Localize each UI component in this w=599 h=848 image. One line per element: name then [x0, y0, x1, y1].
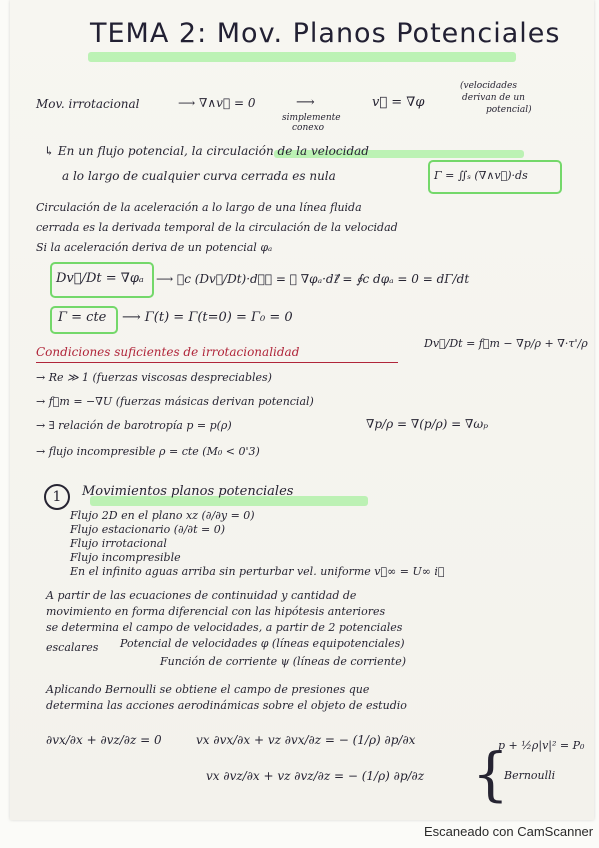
irrot-simply-1: simplemente	[282, 113, 341, 123]
hypothesis-1: Flujo 2D en el plano xz (∂/∂y = 0)	[70, 509, 255, 522]
momentum-x-eq: vx ∂vx/∂x + vz ∂vx/∂z = − (1/ρ) ∂p/∂x	[196, 733, 416, 747]
method-line-2: movimiento en forma diferencial con las hipótesis anteriores	[46, 605, 386, 618]
hypothesis-3: Flujo irrotacional	[70, 537, 167, 550]
hypothesis-4: Flujo incompresible	[70, 551, 181, 564]
title-highlight	[88, 52, 516, 62]
hypothesis-2: Flujo estacionario (∂/∂t = 0)	[70, 523, 226, 536]
irrot-note-2: derivan de un	[462, 93, 525, 103]
hypothesis-5: En el infinito aguas arriba sin perturbar vel. uniforme v⃗∞ = U∞ i⃗	[70, 565, 445, 578]
irrot-curl-eq: ⟶ ∇∧v⃗ = 0	[178, 96, 256, 110]
bernoulli-eq: p + ½ρ|v|² = P₀	[498, 739, 585, 752]
page-title: TEMA 2: Mov. Planos Potenciales	[90, 18, 561, 49]
notebook-sheet	[10, 0, 594, 820]
bernoulli-line-2: determina las acciones aerodinámicas sobre el objeto de estudio	[46, 699, 407, 712]
condition-4: → flujo incompresible ρ = cte (M₀ < 0'3)	[36, 445, 260, 458]
gamma-const: Γ = cte	[58, 310, 107, 325]
irrot-note-3: potencial)	[486, 105, 532, 115]
method-line-5: Función de corriente ψ (líneas de corriente)	[160, 655, 406, 668]
condition-2: → f⃗m = −∇U (fuerzas másicas derivan potencial)	[36, 395, 314, 408]
irrot-result: v⃗ = ∇φ	[372, 95, 425, 110]
irrot-label: Mov. irrotacional	[36, 97, 140, 111]
scanner-watermark: Escaneado con CamScanner	[424, 824, 594, 839]
section-number: 1	[44, 484, 70, 510]
navier-stokes-eq: Dv⃗/Dt = f⃗m − ∇p/ρ + ∇·τ'/ρ	[424, 337, 588, 350]
method-line-4a: escalares	[46, 641, 99, 654]
irrot-simply-2: conexo	[292, 123, 325, 133]
method-line-3: se determina el campo de velocidades, a partir de 2 potenciales	[46, 621, 403, 634]
accel-eq: Dv⃗/Dt = ∇φₐ	[56, 271, 144, 286]
circulation-line-3: Circulación de la aceleración a lo largo de una línea fluida	[36, 201, 362, 214]
method-line-1: A partir de las ecuaciones de continuidad y cantidad de	[46, 589, 357, 602]
circulation-line-1: ↳ En un flujo potencial, la circulación de la velocidad	[44, 144, 369, 158]
continuity-eq: ∂vx/∂x + ∂vz/∂z = 0	[46, 733, 162, 747]
section-heading: Movimientos planos potenciales	[82, 484, 294, 499]
conditions-underline	[36, 362, 398, 363]
gamma-definition: Γ = ∬ₛ (∇∧v⃗)·ds	[434, 169, 528, 182]
condition-3-barotropic: ∇p/ρ = ∇(p/ρ) = ∇ωₚ	[366, 417, 489, 431]
bernoulli-line-1: Aplicando Bernoulli se obtiene el campo de presiones que	[46, 683, 370, 696]
brace: {	[472, 740, 509, 808]
circulation-line-4: cerrada es la derivada temporal de la circulación de la velocidad	[36, 221, 398, 234]
momentum-z-eq: vx ∂vz/∂x + vz ∂vz/∂z = − (1/ρ) ∂p/∂z	[206, 769, 425, 783]
irrot-arrow: ⟶	[296, 95, 315, 110]
circulation-integral-eq: ⟶ ∮c (Dv⃗/Dt)·dℓ⃗ = ∮ ∇φₐ·dℓ⃗ = ∮c dφₐ = 0 = dΓ/dt	[156, 272, 470, 286]
condition-1: → Re ≫ 1 (fuerzas viscosas despreciables)	[36, 371, 272, 384]
conditions-heading: Condiciones suficientes de irrotacionalidad	[36, 345, 300, 359]
bernoulli-label: Bernoulli	[504, 769, 556, 782]
condition-3: → ∃ relación de barotropía p = p(ρ)	[36, 419, 232, 432]
irrot-note-1: (velocidades	[460, 81, 517, 91]
method-line-4b: Potencial de velocidades φ (líneas equipotenciales)	[120, 637, 405, 650]
circulation-line-5: Si la aceleración deriva de un potencial φₐ	[36, 241, 273, 254]
circulation-line-2: a lo largo de cualquier curva cerrada es nula	[62, 169, 336, 183]
gamma-const-rest: ⟶ Γ(t) = Γ(t=0) = Γ₀ = 0	[122, 310, 293, 325]
